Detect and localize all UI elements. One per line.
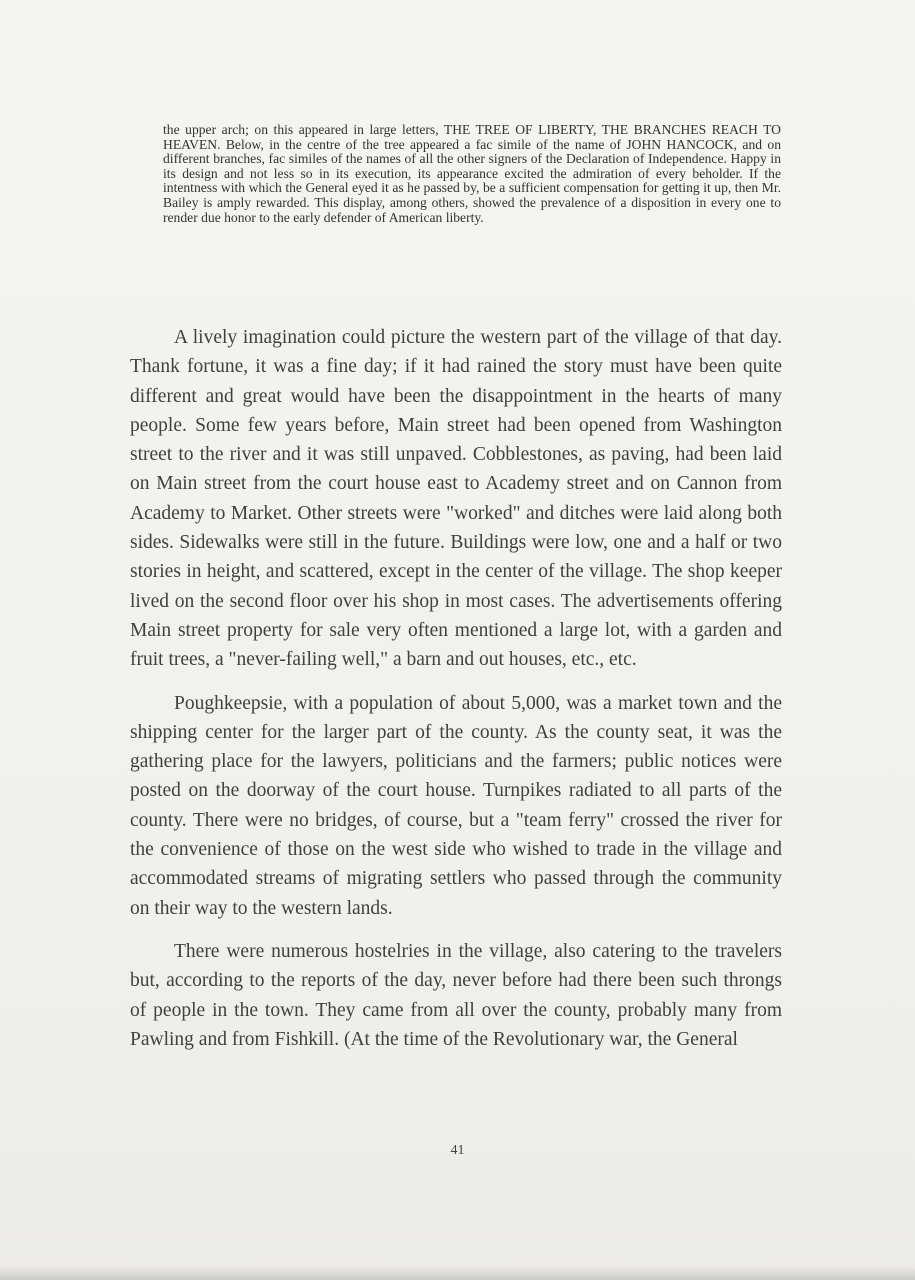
paragraph: Poughkeepsie, with a population of about 5,000, was a market town and the shipping center for the larger part of the county. As the county seat, it was the gathering place for the lawyers, politicians and the farmers; public notices were posted on the doorway of the court house. Turnpikes radiated to all parts of the county. There were no bridges, of course, but a "team ferry" crossed the river for the convenience of those on the west side who wished to trade in the village and accommodated streams of migrating settlers who passed through the community on their way to the western lands.	[130, 692, 782, 919]
main-text	[130, 323, 782, 1054]
paragraph: There were numerous hostelries in the village, also catering to the travelers but, according to the reports of the day, never before had there been such throngs of people in the town. They came from all over the county, probably many from Pawling and from Fishkill. (At the time of the Revolutionary war, the General	[130, 940, 782, 1050]
page-bottom-edge	[0, 1266, 915, 1280]
quoted-passage: the upper arch; on this appeared in large letters, THE TREE OF LIBERTY, THE BRANCHES REACH TO HEAVEN. Below, in the centre of the tree appeared a fac simile of the name of JOHN HANCOCK, and on different branches, fac similes of the names of all the other signers of the Declaration of Independence. Happy in its design and not less so in its execution, its appearance excited the admiration of every beholder. If the intentness with which the General eyed it as he passed by, be a sufficient compensation for getting it up, then Mr. Bailey is amply rewarded. This display, among others, showed the prevalence of a disposition in every one to render due honor to the early defender of American liberty.	[163, 122, 781, 225]
page-number: 41	[450, 1143, 465, 1158]
paragraph: A lively imagination could picture the western part of the village of that day. Thank fortune, it was a fine day; if it had rained the story must have been quite different and great would have been the disappointment in the hearts of many people. Some few years before, Main street had been opened from Washington street to the river and it was still unpaved. Cobblestones, as paving, had been laid on Main street from the court house east to Academy street and on Cannon from Academy to Market. Other streets were "worked" and ditches were laid along both sides. Sidewalks were still in the future. Buildings were low, one and a half or two stories in height, and scattered, except in the center of the village. The shop keeper lived on the second floor over his shop in most cases. The advertisements offering Main street property for sale very often mentioned a large lot, with a garden and fruit trees, a "never-failing well," a barn and out houses, etc., etc.	[130, 327, 782, 671]
